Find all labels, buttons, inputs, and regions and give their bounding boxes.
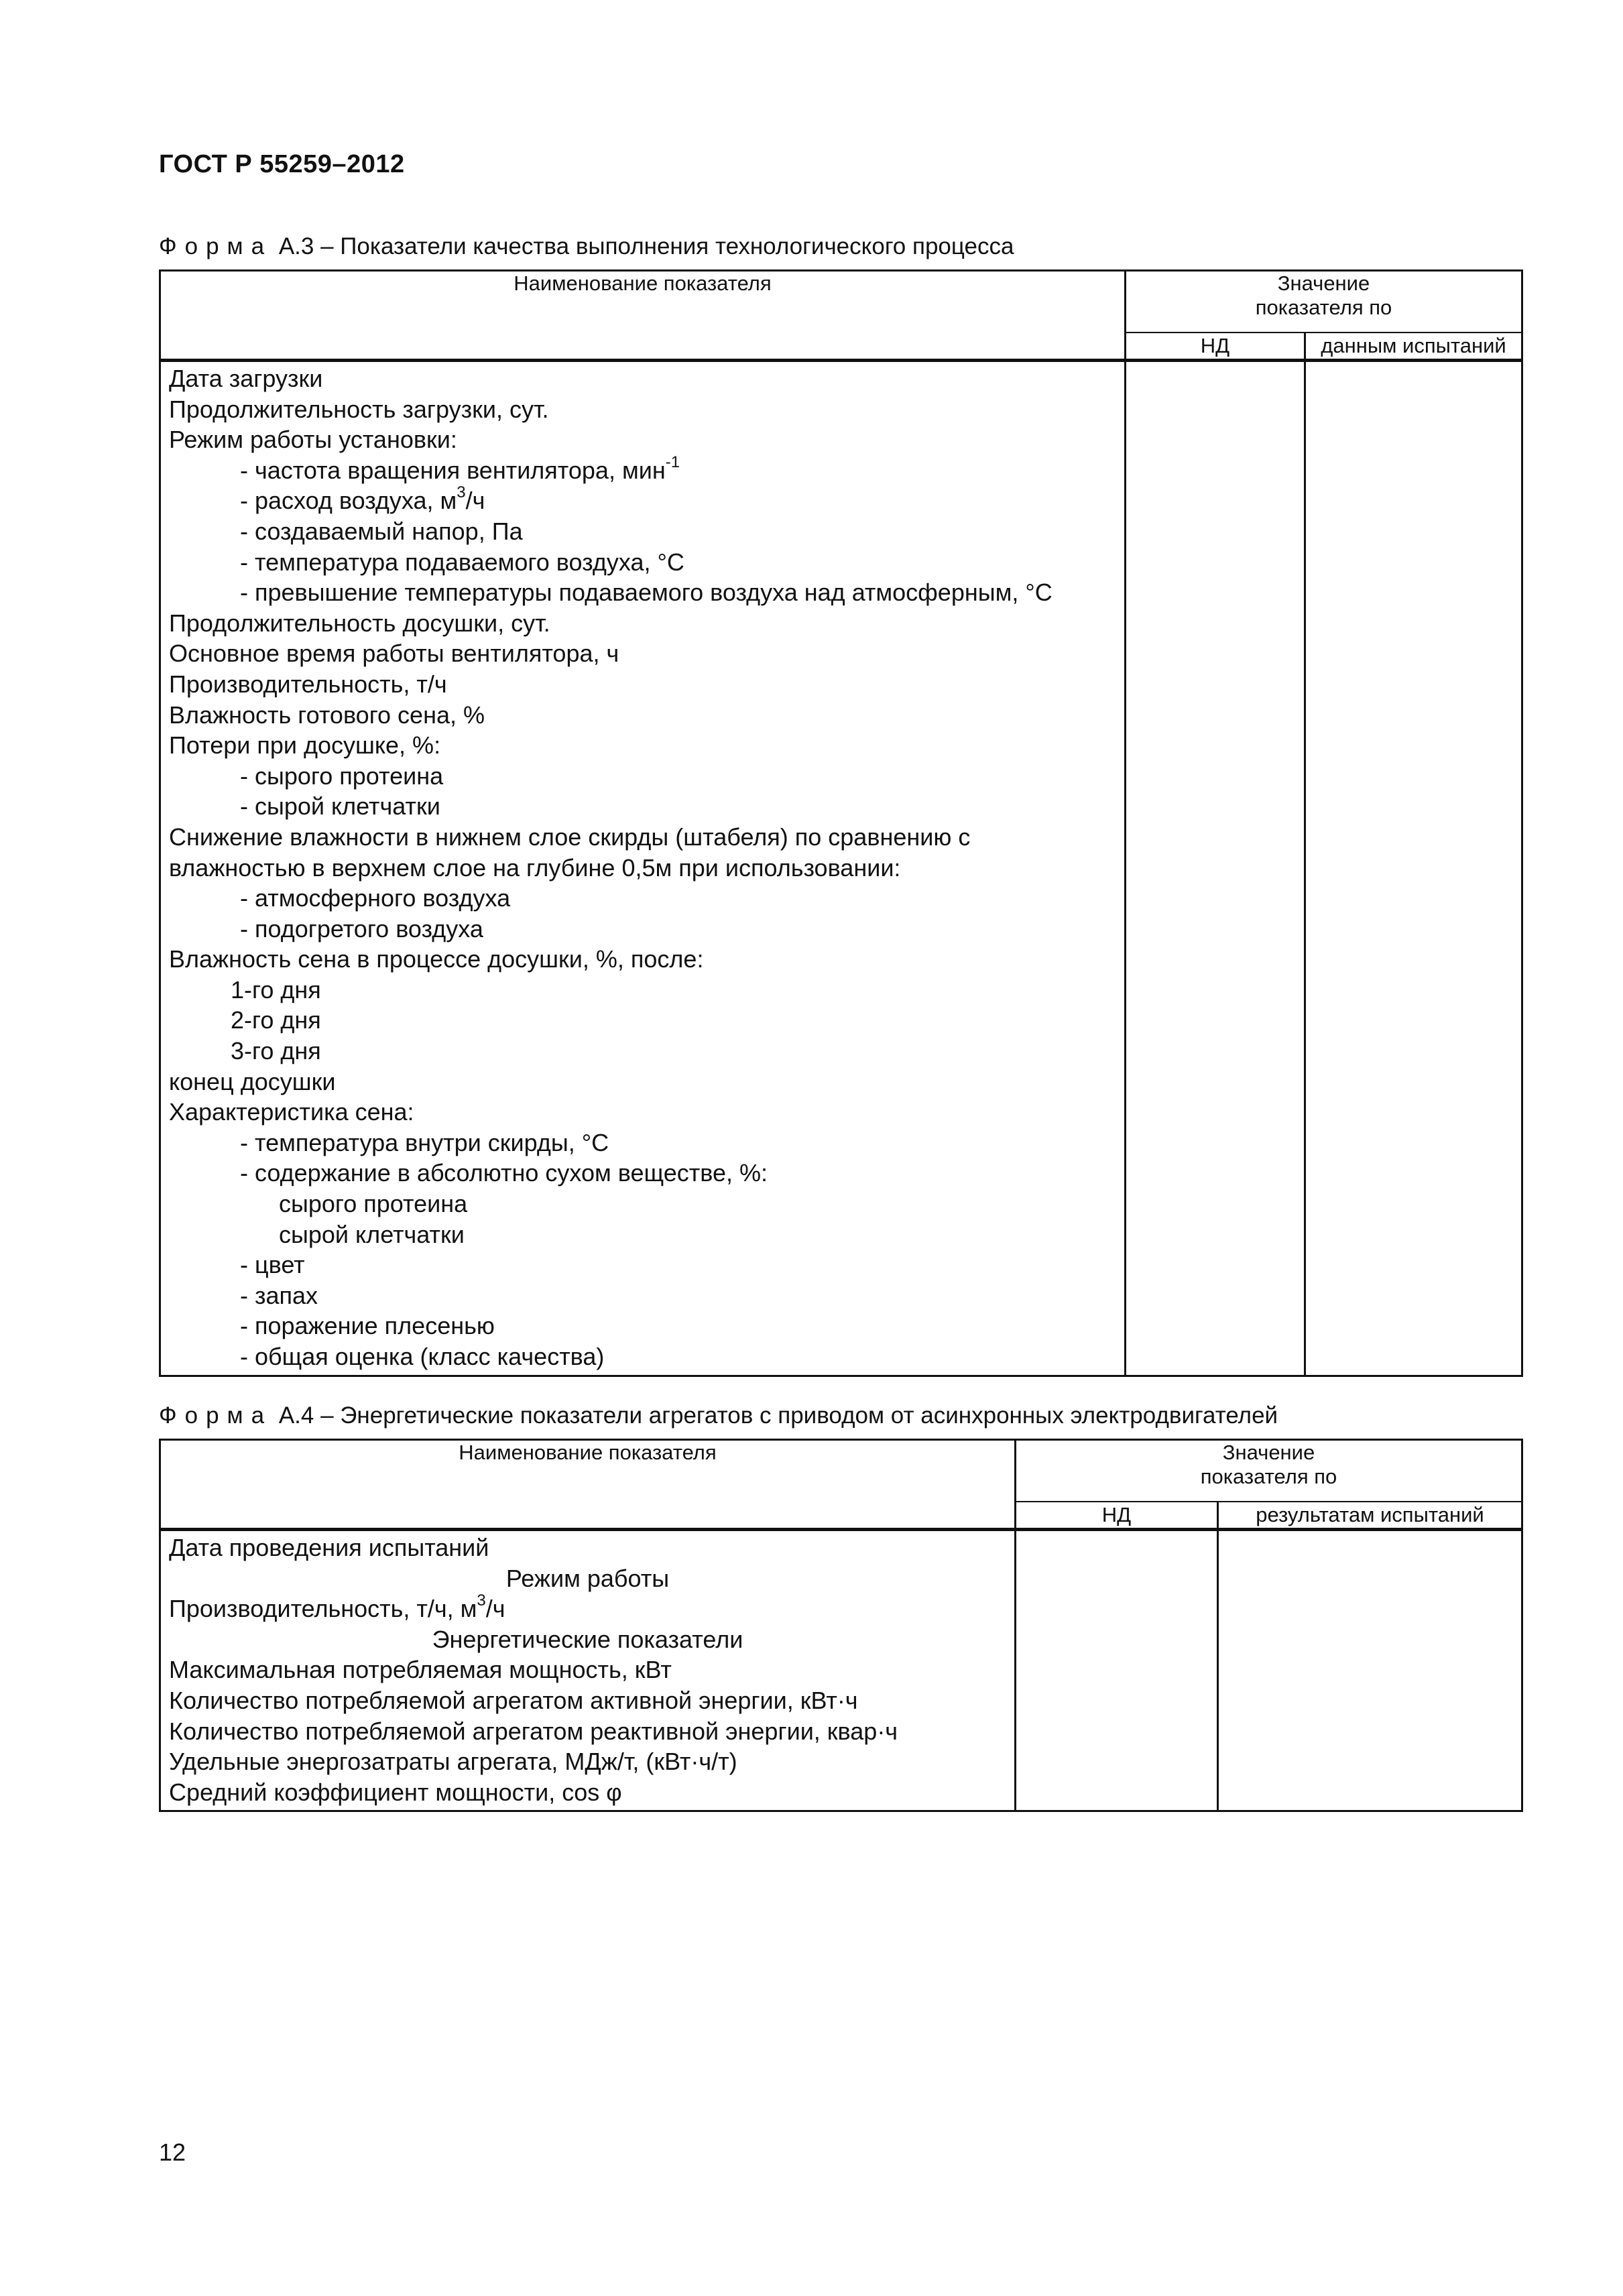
table-row: Потери при досушке, %:	[169, 731, 441, 760]
table-row: сырого протеина	[279, 1190, 468, 1218]
caption-text: А.3 – Показатели качества выполнения технологического процесса	[278, 233, 1014, 259]
table-row: Максимальная потребляемая мощность, кВт	[169, 1656, 672, 1684]
table-row: - сырого протеина	[240, 762, 444, 790]
table-row: Количество потребляемой агрегатом реактивной энергии, квар·ч	[169, 1717, 898, 1745]
table-row: - превышение температуры подаваемого воздуха над атмосферным, °С	[240, 579, 1053, 607]
table-row: Продолжительность загрузки, сут.	[169, 395, 549, 423]
table-row: - поражение плесенью	[240, 1312, 495, 1340]
superscript: -1	[665, 455, 680, 471]
table-row: - запах	[240, 1281, 318, 1309]
table-row: - температура подаваемого воздуха, °С	[240, 548, 684, 576]
table-row: Дата проведения испытаний	[169, 1534, 489, 1561]
superscript: 3	[477, 1593, 486, 1610]
table-row: Продолжительность досушки, сут.	[169, 609, 550, 637]
header-indicator-name: Наименование показателя	[160, 271, 1126, 361]
row-text: - расход воздуха, м	[240, 487, 457, 515]
indicator-list	[160, 361, 1126, 1376]
table-row: - температура внутри скирды, °С	[240, 1128, 609, 1156]
unit-suffix: /ч	[485, 1595, 505, 1623]
table-row: Удельные энергозатраты агрегата, МДж/т, (кВт·ч/т)	[169, 1748, 737, 1776]
form-a4-table	[159, 1439, 1523, 1812]
table-row: Средний коэффициент мощности, cos φ	[169, 1778, 622, 1806]
nd-value-column	[1126, 361, 1305, 1376]
table-row: Количество потребляемой агрегатом активной энергии, кВт·ч	[169, 1686, 858, 1714]
table-row: 1-го дня	[231, 975, 321, 1004]
form-a3-caption	[159, 233, 1014, 260]
nd-value-column	[1016, 1530, 1218, 1811]
header-test-results: результатам испытаний	[1218, 1502, 1522, 1530]
header-test-data: данным испытаний	[1305, 333, 1522, 361]
table-row: сырой клетчатки	[279, 1220, 465, 1248]
table-row: - атмосферного воздуха	[240, 884, 511, 912]
test-data-value-column	[1305, 361, 1522, 1376]
table-row: 2-го дня	[231, 1006, 321, 1034]
table-row	[161, 455, 1124, 486]
row-text: - частота вращения вентилятора, мин	[240, 456, 666, 484]
table-row: Основное время работы вентилятора, ч	[169, 640, 619, 668]
caption-prefix: Форма	[159, 1402, 273, 1429]
caption-text: А.4 – Энергетические показатели агрегатов с приводом от асинхронных электродвигателей	[278, 1402, 1278, 1429]
header-indicator-name: Наименование показателя	[160, 1440, 1016, 1530]
test-results-value-column	[1218, 1530, 1522, 1811]
table-row: Снижение влажности в нижнем слое скирды (штабеля) по сравнению с	[169, 823, 971, 851]
form-a4-caption	[159, 1402, 1278, 1429]
unit-suffix: /ч	[465, 487, 485, 515]
table-row: - содержание в абсолютно сухом веществе, %:	[240, 1159, 768, 1187]
table-row: - цвет	[240, 1251, 305, 1279]
table-row: 3-го дня	[231, 1037, 321, 1065]
document-code: ГОСТ Р 55259–2012	[159, 150, 405, 178]
table-row: - общая оценка (класс качества)	[240, 1343, 605, 1370]
page-number: 12	[159, 2138, 186, 2166]
table-row: Дата загрузки	[169, 365, 323, 392]
section-heading: Режим работы	[505, 1564, 670, 1592]
row-text: Производительность, т/ч, м	[169, 1595, 477, 1623]
table-row: Характеристика сена:	[169, 1098, 414, 1126]
header-value: Значение показателя по	[1016, 1440, 1522, 1502]
header-nd: НД	[1016, 1502, 1218, 1530]
table-row: - создаваемый напор, Па	[240, 517, 523, 545]
table-row: конец досушки	[169, 1067, 336, 1095]
table-row: влажностью в верхнем слое на глубине 0,5м при использовании:	[169, 853, 901, 882]
table-row	[161, 1593, 1014, 1624]
caption-prefix: Форма	[159, 233, 273, 259]
table-row	[161, 485, 1124, 516]
table-row: - сырой клетчатки	[240, 792, 440, 821]
table-row: Производительность, т/ч	[169, 670, 447, 698]
table-row: - подогретого воздуха	[240, 914, 483, 943]
table-row: Режим работы установки:	[169, 426, 457, 454]
table-row: Влажность сена в процессе досушки, %, после:	[169, 945, 704, 973]
header-value: Значение показателя по	[1126, 271, 1522, 333]
section-heading: Энергетические показатели	[432, 1625, 743, 1653]
form-a3-table	[159, 269, 1523, 1377]
table-row: Влажность готового сена, %	[169, 701, 485, 729]
superscript: 3	[457, 485, 466, 502]
header-nd: НД	[1126, 333, 1305, 361]
indicator-list	[160, 1530, 1016, 1811]
